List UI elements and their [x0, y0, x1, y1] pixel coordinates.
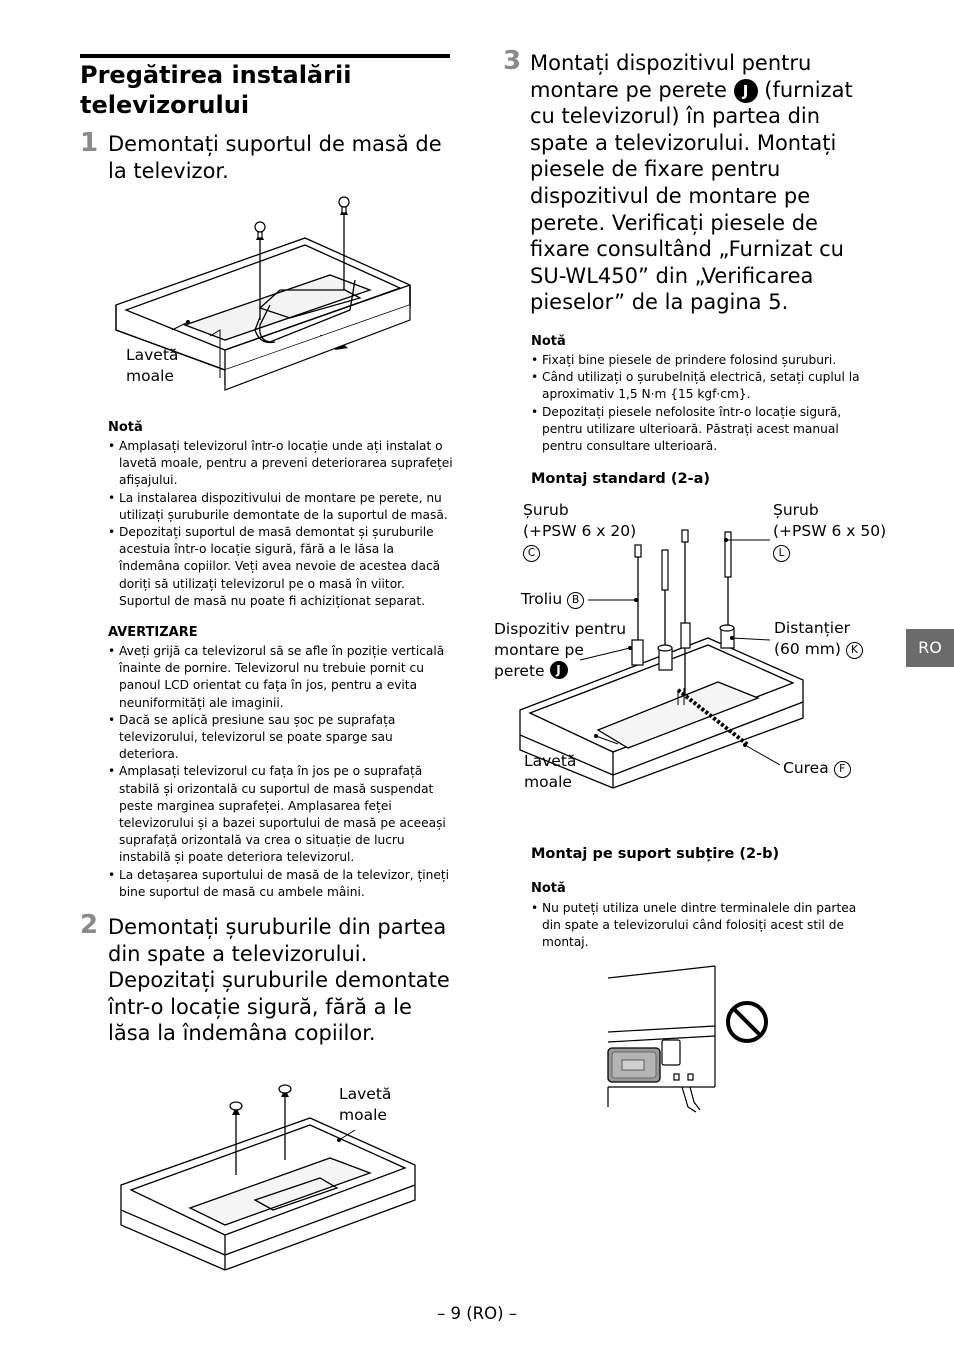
- screw-l-line2: (+PSW 6 x 50): [773, 522, 887, 540]
- nota3-item: • Fixați bine piesele de prindere folosind șuruburi.: [531, 352, 871, 369]
- spacer-line1: Distanțier: [774, 619, 851, 637]
- step-3-text: [530, 50, 870, 316]
- nota1-item: • Amplasați televizorul într-o locație unde ați instalat o lavetă moale, pentru a preveni deteriorarea suprafeței afișajului.: [108, 438, 453, 490]
- step-3-text-after: (furnizat cu televizorul) în partea din spate a televizorului. Montați piesele de fixare pentru dispozitivul de montare pe perete. Verificați piesele de fixare consultând „Furnizat cu SU-WL450” din „Verificarea pieselor” de la pagina 5.: [530, 77, 853, 315]
- warning-item: • Amplasați televizorul cu fața în jos pe o suprafață stabilă și orizontală cu suportul de masă suspendat peste marginea suprafeței. Amplasarea feței televizorului și a bazei suportului de masă pe aceeași suprafață orizontală va crea o situație de lucru instabilă și poate deteriora televizorul.: [108, 763, 453, 866]
- screw-l-line1: Șurub: [773, 501, 819, 519]
- part-f-badge: F: [834, 761, 851, 778]
- part-j-badge-small: J: [550, 661, 568, 679]
- standard-cloth-line1: Lavetă: [524, 752, 577, 770]
- warning-list: [108, 643, 453, 901]
- step-1-number: 1: [80, 128, 99, 158]
- montaj-subtire-illustration: [600, 962, 780, 1122]
- nota-subtire-item: • Nu puteți utiliza unele dintre terminalele din partea din spate a televizorului când folosiți acest stil de montaj.: [531, 900, 866, 952]
- part-l-badge: L: [773, 545, 790, 562]
- standard-cloth-label: [524, 751, 576, 793]
- nota3-item: • Când utilizați o șurubelniță electrică, setați cuplul la aproximativ 1,5 N·m {15 kgf·cm}.: [531, 369, 871, 403]
- section-rule: [80, 54, 450, 58]
- screw-c-line1: Șurub: [523, 501, 569, 519]
- step-3-text-before: Montați dispozitivul pentru montare pe perete: [530, 51, 812, 102]
- step-2-number: 2: [80, 910, 99, 940]
- step-3-number: 3: [503, 46, 522, 76]
- warning-item: • La detașarea suportului de masă de la televizor, țineți bine suportul de masă cu ambele mâini.: [108, 867, 453, 901]
- language-tab-ro: RO: [906, 629, 954, 667]
- part-k-badge: K: [846, 642, 863, 659]
- montaj-subtire-heading: Montaj pe suport subțire (2-b): [531, 846, 780, 862]
- troliu-label: [521, 589, 584, 610]
- step-1-text: Demontați suportul de masă de la televizor.: [108, 132, 442, 183]
- warning-item: • Dacă se aplică presiune sau șoc pe suprafața televizorului, televizorul se poate sparge sau deteriora.: [108, 712, 453, 764]
- page-number: – 9 (RO) –: [436, 1304, 518, 1323]
- device-line2: montare pe: [494, 641, 584, 659]
- step-2-text: Demontați șuruburile din partea din spate a televizorului. Depozitați șuruburile demontate într-o locație sigură, fără a le lăsa la îndemâna copiilor.: [108, 915, 450, 1046]
- section-title: Pregătirea instalării televizorului: [80, 61, 352, 119]
- standard-leader-lines: [590, 540, 790, 780]
- part-b-badge: B: [567, 592, 584, 609]
- montaj-standard-heading: Montaj standard (2-a): [531, 471, 711, 487]
- part-j-badge: J: [734, 79, 758, 103]
- nota1-item: • La instalarea dispozitivului de montare pe perete, nu utilizați șuruburile demontate de la suportul de masă.: [108, 490, 453, 524]
- belt-label: [783, 758, 851, 779]
- warning-heading: AVERTIZARE: [108, 625, 198, 640]
- nota3-list: [531, 352, 871, 455]
- nota3-heading: Notă: [531, 334, 566, 349]
- warning-item: • Aveți grijă ca televizorul să se afle în poziție verticală înainte de pornire. Televizorul nu trebuie pornit cu panoul LCD orientat cu fața în jos, pentru a evita neuniformități ale imaginii.: [108, 643, 453, 712]
- nota1-heading: Notă: [108, 420, 143, 435]
- nota-subtire-heading: Notă: [531, 881, 566, 896]
- spacer-line2: (60 mm): [774, 640, 841, 658]
- standard-cloth-line2: moale: [524, 773, 572, 791]
- screw-c-line2: (+PSW 6 x 20): [523, 522, 637, 540]
- step2-cloth-label: Lavetă moale: [339, 1085, 392, 1124]
- device-line3: perete: [494, 662, 545, 680]
- belt-text: Curea: [783, 759, 829, 777]
- nota-subtire-list: [531, 900, 866, 952]
- nota1-item: • Depozitați suportul de masă demontat și șuruburile acestuia într-o locație sigură, fără a le lăsa la îndemâna copiilor. Veți avea nevoie de acestea dacă doriți să utilizați televizorul pe o masă în viitor. Suportul de masă nu poate fi achiziționat separat.: [108, 524, 453, 610]
- nota1-list: [108, 438, 453, 610]
- nota3-item: • Depozitați piesele nefolosite într-o locație sigură, pentru utilizare ulterioară. Păstrați acest manual pentru consultare ulterioară.: [531, 404, 871, 456]
- troliu-text: Troliu: [521, 590, 563, 608]
- step1-cloth-label: Lavetă moale: [126, 346, 179, 385]
- device-line1: Dispozitiv pentru: [494, 620, 627, 638]
- part-c-badge: C: [523, 545, 540, 562]
